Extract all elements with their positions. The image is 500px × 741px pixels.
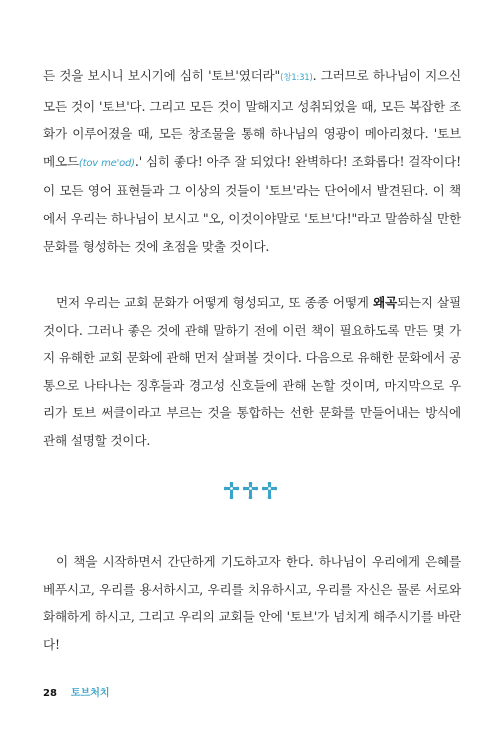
cross-icon (243, 482, 258, 499)
paragraph-3-text: 이 책을 시작하면서 간단하게 기도하고자 한다. 하나님이 우리에게 은혜를 베푸시고, 우리를 용서하시고, 우리를 치유하시고, 우리를 자신은 물론 서로와 화해하게 하시고, 그리고 우리의 교회들 안에 '토브'가 넘치게 해주시기를 바란다! (43, 554, 461, 652)
paragraph-2-text-a: 먼저 우리는 교회 문화가 어떻게 형성되고, 또 종종 어떻게 (56, 295, 373, 310)
paragraph-1-text-c: .' 심히 좋다! 아주 잘 되었다! 완벽하다! 조화롭다! 걸작이다! 이 모든 영어 표현들과 그 이상의 것들이 '토브'라는 단어에서 발견된다. 이 책에서 우리는 하나님이 보시고 "오, 이것이야말로 '토브'다!"라고 말씀하실 만한 문화를 형성하는 것에 초점을 맞출 것이다. (43, 153, 461, 254)
section-divider (0, 482, 500, 499)
scripture-reference: (창1:31) (280, 73, 313, 83)
page-footer (43, 684, 110, 699)
paragraph-1 (43, 62, 461, 260)
paragraph-1-text-a: 든 것을 보시니 보시기에 심히 '토브'였더라" (43, 68, 281, 83)
romanization: (tov me'od) (78, 157, 135, 169)
paragraph-3 (43, 548, 461, 658)
emphasis-word: 왜곡 (373, 295, 397, 310)
cross-icon (262, 482, 277, 499)
book-title: 토브처치 (70, 688, 110, 699)
paragraph-2 (43, 289, 461, 455)
paragraph-1-text-b: . 그러므로 하나님이 지으신 모든 것이 '토브'다. 그리고 모든 것이 말해지고 성취되었을 때, 모든 복잡한 조화가 이루어졌을 때, 모든 창조물을 통해 하나님의 영광이 메아리쳤다. '토브 메오드 (43, 68, 461, 169)
cross-icon (224, 482, 239, 499)
page-number: 28 (43, 688, 57, 699)
paragraph-2-text-b: 되는지 살필 것이다. 그러나 좋은 것에 관해 말하기 전에 이런 책이 필요하도록 만든 몇 가지 유해한 교회 문화에 관해 먼저 살펴볼 것이다. 다음으로 유해한 문화에서 공통으로 나타나는 징후들과 경고성 신호들에 관해 논할 것이며, 마지막으로 우리가 토브 써클이라고 부르는 것을 통합하는 선한 문화를 만들어내는 방식에 관해 설명할 것이다. (43, 295, 461, 448)
